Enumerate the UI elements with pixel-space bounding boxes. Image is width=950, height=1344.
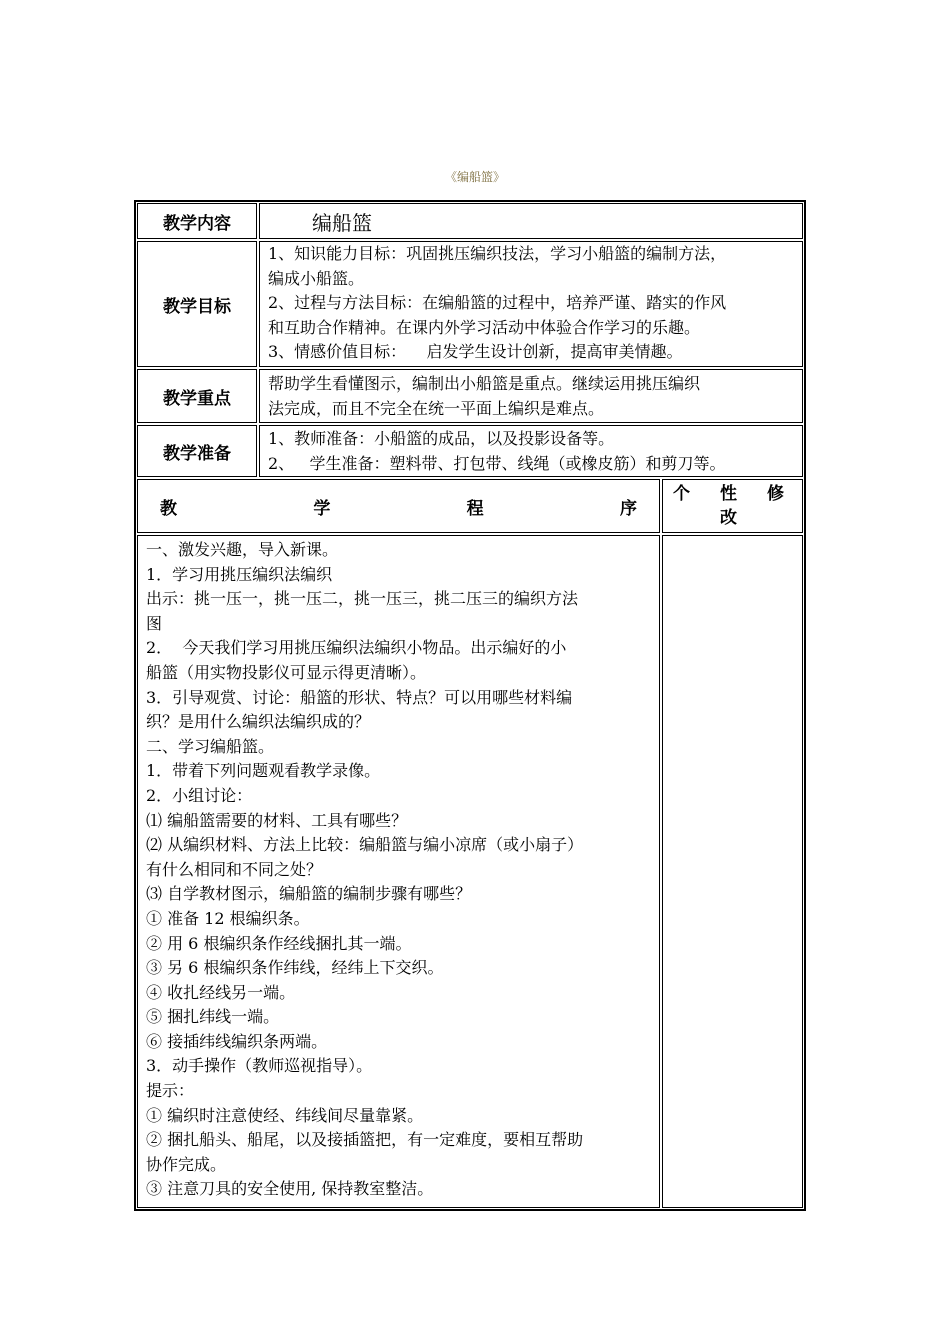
procedure-line: 出示：挑一压一，挑一压二，挑一压三，挑二压三的编织方法: [146, 589, 579, 609]
goals-value: [259, 241, 803, 367]
goals-line: 编成小船篮。: [268, 268, 365, 288]
procedure-header-char: 教: [160, 498, 177, 519]
procedure-line: 有什么相同和不同之处？: [146, 859, 323, 879]
procedure-line: ② 用 6 根编织条作经线捆扎其一端。: [146, 933, 412, 953]
prep-value: [259, 425, 803, 477]
goals-label: 教学目标: [137, 241, 257, 367]
prep-line: 1、教师准备：小船篮的成品，以及投影设备等。: [268, 429, 615, 448]
procedure-line: ② 捆扎船头、船尾，以及接插篮把，有一定难度，要相互帮助: [146, 1130, 584, 1150]
procedure-line: 二、学习编船篮。: [146, 736, 275, 756]
procedure-line: 提示：: [146, 1081, 195, 1101]
procedure-line: ④ 收扎经线另一端。: [146, 982, 296, 1002]
procedure-line: ⑶ 自学教材图示，编船篮的编制步骤有哪些？: [146, 884, 472, 904]
revision-header-char: 个: [673, 484, 690, 504]
goals-line: 和互助合作精神。在课内外学习活动中体验合作学习的乐趣。: [268, 317, 701, 337]
goals-line: 1、知识能力目标：巩固挑压编织技法，学习小船篮的编制方法，: [268, 244, 727, 263]
procedure-line: 2．小组讨论：: [146, 785, 253, 805]
procedure-line: ③ 注意刀具的安全使用, 保持教室整洁。: [146, 1179, 434, 1199]
procedure-line: ⑥ 接插纬线编织条两端。: [146, 1031, 328, 1051]
procedure-header: [137, 479, 660, 533]
content-label: 教学内容: [137, 203, 257, 239]
procedure-header-char: 序: [619, 498, 637, 519]
procedure-line: 协作完成。: [146, 1154, 227, 1174]
procedure-line: 3．动手操作（教师巡视指导）。: [146, 1056, 373, 1076]
procedure-line: 3．引导观赏、讨论：船篮的形状、特点？可以用哪些材料编: [146, 687, 573, 707]
procedure-line: 一、激发兴趣，导入新课。: [146, 540, 339, 559]
goals-line: 2、过程与方法目标：在编船篮的过程中，培养严谨、踏实的作风: [268, 293, 727, 313]
document-title: 《编船篮》: [444, 170, 505, 184]
focus-value: [259, 369, 803, 423]
focus-line: 法完成，而且不完全在统一平面上编织是难点。: [268, 398, 605, 418]
procedure-line: 1．学习用挑压编织法编织: [146, 564, 333, 584]
procedure-body: [137, 535, 660, 1208]
revision-body: [662, 535, 803, 1208]
prep-label: 教学准备: [137, 425, 257, 477]
procedure-line: ⑴ 编船篮需要的材料、工具有哪些？: [146, 810, 408, 830]
procedure-line: 图: [146, 613, 163, 633]
procedure-header-char: 学: [313, 498, 331, 519]
procedure-line: 2． 今天我们学习用挑压编织法编织小物品。出示编好的小: [146, 638, 567, 658]
procedure-line: 船篮（用实物投影仪可显示得更清晰）。: [146, 662, 427, 682]
content-value: 编船篮: [259, 203, 803, 239]
revision-header-char: 性: [720, 484, 737, 504]
procedure-header-char: 程: [466, 498, 484, 519]
prep-line: 2、 学生准备：塑料带、打包带、线绳（或橡皮筋）和剪刀等。: [268, 453, 726, 473]
revision-header: [662, 479, 803, 533]
procedure-line: ⑤ 捆扎纬线一端。: [146, 1007, 280, 1027]
procedure-line: ③ 另 6 根编织条作纬线，经纬上下交织。: [146, 958, 444, 978]
procedure-line: ① 准备 12 根编织条。: [146, 908, 310, 928]
procedure-line: 1．带着下列问题观看教学录像。: [146, 761, 381, 781]
procedure-line: 织？是用什么编织法编织成的？: [146, 712, 371, 732]
procedure-line: ① 编织时注意使经、纬线间尽量靠紧。: [146, 1105, 424, 1125]
focus-line: 帮助学生看懂图示，编制出小船篮是重点。继续运用挑压编织: [268, 374, 701, 393]
goals-line: 3、情感价值目标： 启发学生设计创新，提高审美情趣。: [268, 342, 683, 362]
focus-label: 教学重点: [137, 369, 257, 423]
revision-header-char: 改: [720, 508, 737, 528]
procedure-line: ⑵ 从编织材料、方法上比较：编船篮与编小凉席（或小扇子）: [146, 835, 584, 855]
revision-header-char: 修: [767, 484, 784, 504]
